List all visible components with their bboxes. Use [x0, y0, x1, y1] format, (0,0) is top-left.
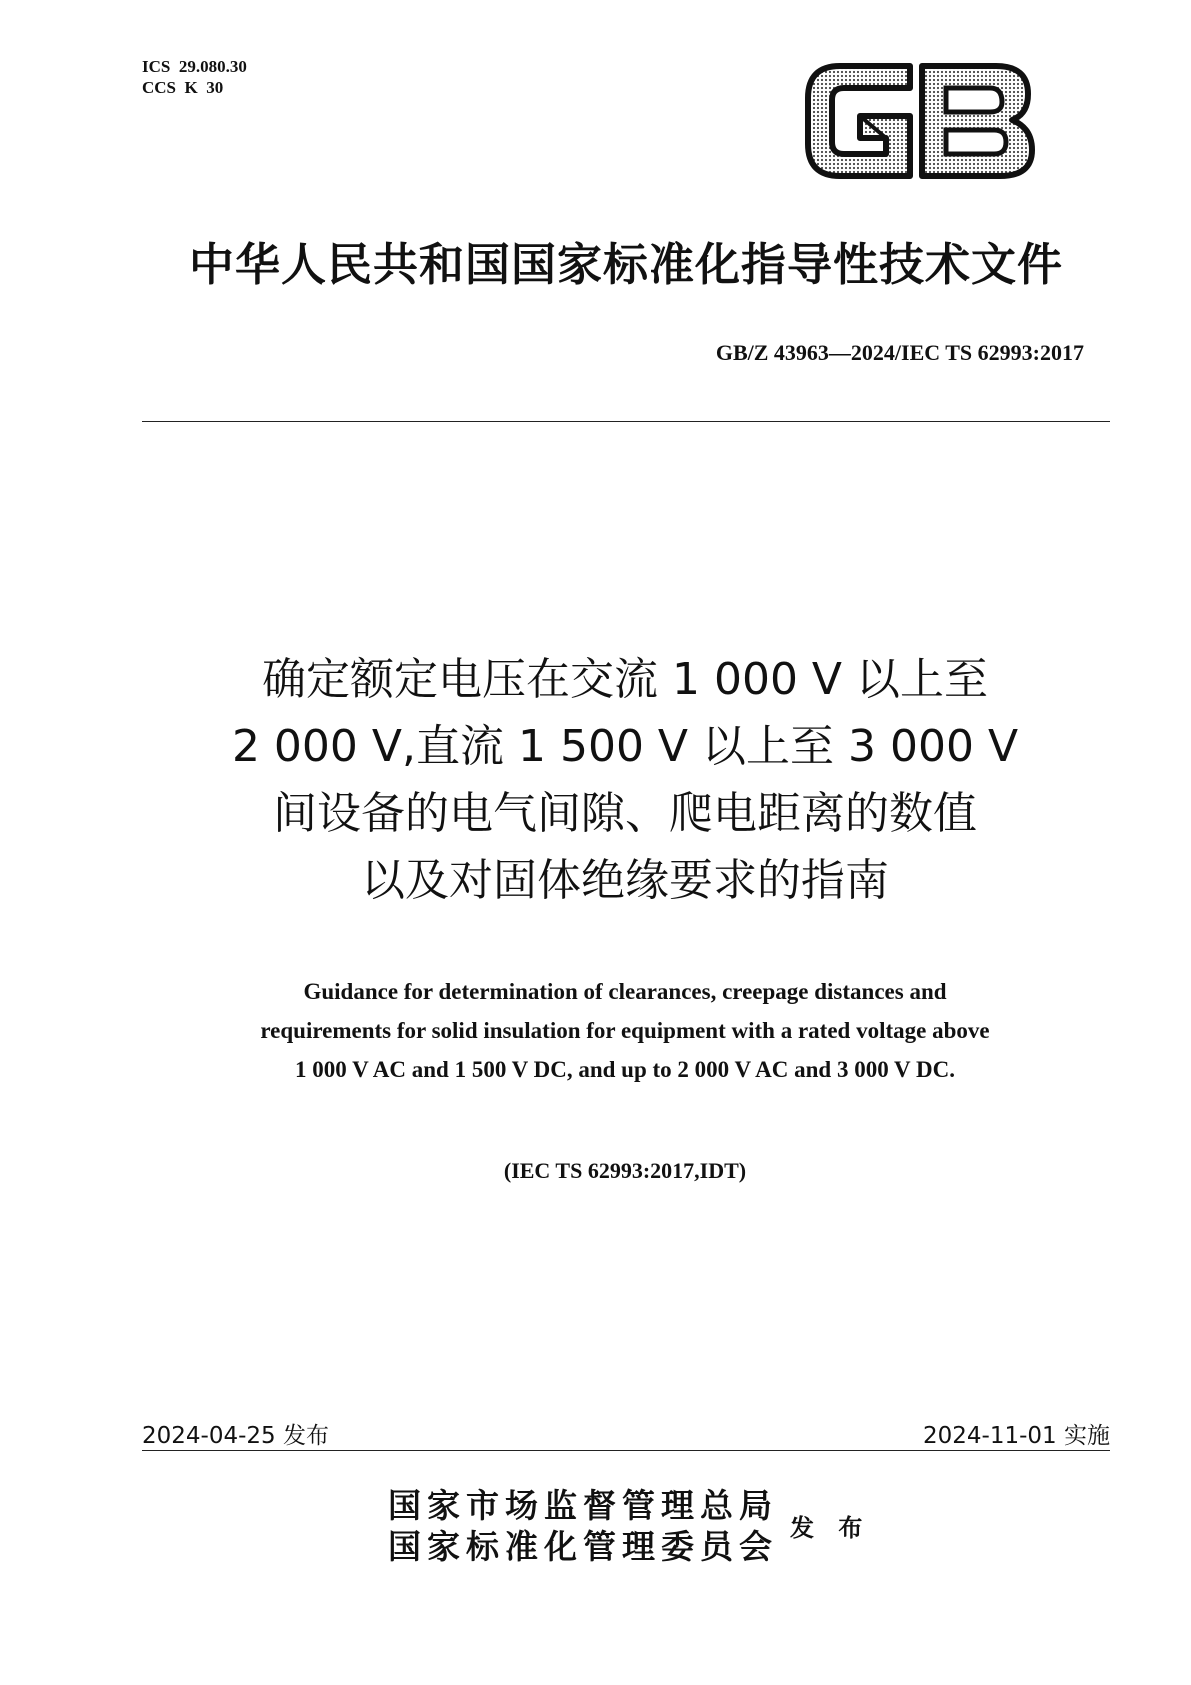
- implementation-date: 2024-11-01 实施: [923, 1423, 1110, 1449]
- issuer-samr: 国家市场监督管理总局: [388, 1486, 778, 1525]
- gb-logo-icon: [800, 58, 1040, 184]
- document-type-heading: 中华人民共和国国家标准化指导性技术文件: [188, 238, 1063, 291]
- chinese-title-line: 2 000 V,直流 1 500 V 以上至 3 000 V: [231, 721, 1019, 772]
- english-title-line: requirements for solid insulation for equipment with a rated voltage above: [260, 1018, 990, 1043]
- standard-number: GB/Z 43963—2024/IEC TS 62993:2017: [715, 340, 1084, 365]
- classification-codes: [142, 56, 247, 98]
- adoption-note: (IEC TS 62993:2017,IDT): [503, 1158, 747, 1183]
- ccs-code: CCS K 30: [142, 78, 224, 97]
- issuing-authorities: [388, 1485, 778, 1567]
- english-title-line: 1 000 V AC and 1 500 V DC, and up to 2 000 V AC and 3 000 V DC.: [295, 1057, 955, 1082]
- ics-code: ICS 29.080.30: [142, 57, 247, 76]
- english-title-line: Guidance for determination of clearances, creepage distances and: [303, 979, 947, 1004]
- bottom-divider: [142, 1450, 1110, 1451]
- english-title: [120, 972, 1130, 1089]
- issuer-sac: 国家标准化管理委员会: [388, 1527, 778, 1566]
- chinese-title-line: 以及对固体绝缘要求的指南: [361, 855, 889, 906]
- publish-label: 发 布: [790, 1513, 871, 1542]
- chinese-title-line: 间设备的电气间隙、爬电距离的数值: [273, 788, 977, 839]
- chinese-title-line: 确定额定电压在交流 1 000 V 以上至: [261, 654, 989, 705]
- issue-date: 2024-04-25 发布: [142, 1423, 329, 1449]
- top-divider: [142, 421, 1110, 422]
- chinese-title: [120, 646, 1130, 914]
